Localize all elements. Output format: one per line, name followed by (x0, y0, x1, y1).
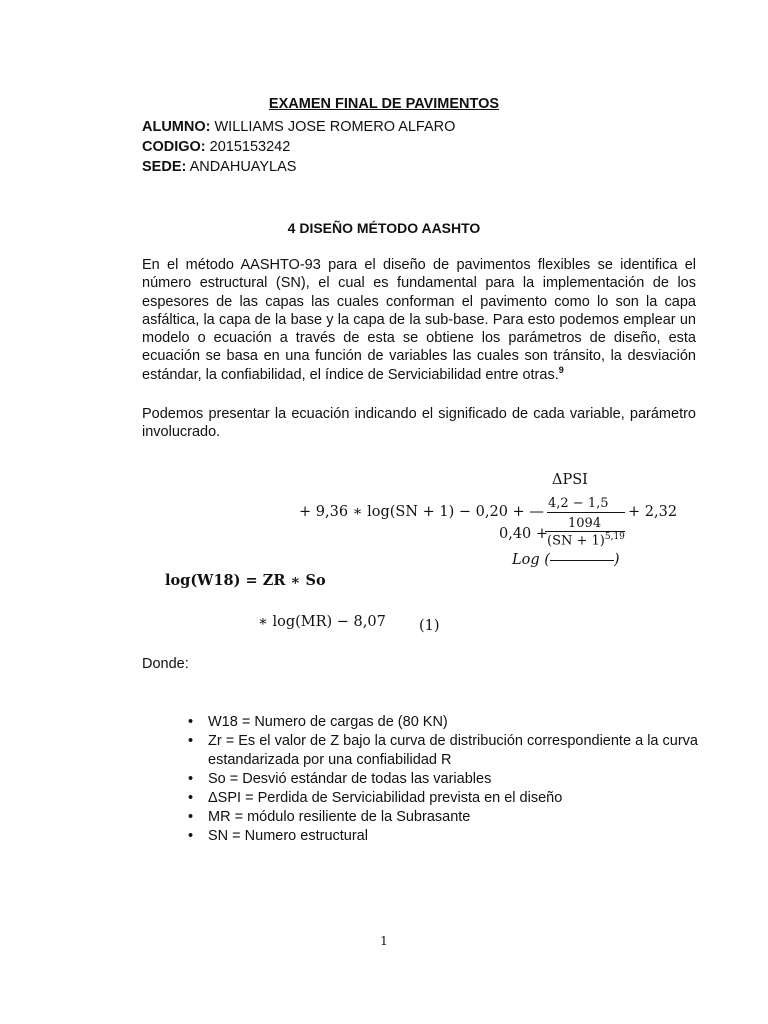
section-title: 4 DISEÑO MÉTODO AASHTO (287, 220, 481, 236)
denom-exponent: 5,19 (604, 532, 625, 542)
equation-number: (1) (419, 618, 440, 634)
equation-intro-paragraph: Podemos presentar la ecuación indicando el significado de cada variable, parámetro involucrado. (142, 406, 696, 441)
log-label: Log ( ) (512, 552, 620, 568)
delta-psi: ΔPSI (552, 472, 588, 488)
exam-title: EXAMEN FINAL DE PAVIMENTOS (268, 96, 500, 112)
bullet-icon: • (188, 714, 194, 730)
equation-main-line: + 9,36 ∗ log(SN + 1) − 0,20 + — (299, 504, 544, 520)
sede-line (142, 157, 296, 177)
sede-value: ANDAHUAYLAS (189, 159, 297, 175)
list-item: • So = Desvió estándar de todas las variables (188, 770, 492, 787)
footnote-ref: 9 (558, 364, 564, 375)
equation-1094: 1094 (568, 516, 602, 531)
list-item: • SN = Numero estructural (188, 827, 368, 844)
list-item: • MR = módulo resiliente de la Subrasante (188, 808, 471, 825)
fraction-bar-inner (547, 512, 625, 513)
donde-label: Donde: (142, 656, 189, 672)
list-item: • ΔSPI = Perdida de Serviciabilidad prevista en el diseño (188, 789, 563, 806)
bullet-icon: • (188, 827, 194, 844)
bullet-icon: • (188, 789, 194, 806)
log-text: Log (512, 552, 540, 568)
denom-sn-text: (SN + 1) (547, 533, 605, 549)
equation-denom-sn (547, 532, 625, 548)
equation-denom-left: 0,40 + (499, 526, 549, 542)
code-line (142, 137, 290, 157)
intro-text: En el método AASHTO-93 para el diseño de pavimentos flexibles se identifica el número estructural (SN), el cual es fundamental para la implementación de los espesores de las capas las cuales conforman el pavimento como lo son la capa asfáltica, la capa de la base y la capa de la sub-base. Para esto podemos emplear un modelo o ecuación a través de esta se obtiene los parámetros de diseño, esta ecuación se basa en una función de variables las cuales son tránsito, la desviación estándar, la confiabilidad, el índice de Serviciabilidad entre otras. (142, 257, 696, 383)
bullet-icon: • (188, 770, 194, 787)
codigo-value: 2015153242 (209, 139, 291, 155)
list-item: • Zr = Es el valor de Z bajo la curva de distribución correspondiente a la curva estandarizada por una confiabilidad R (188, 733, 698, 768)
equation-lhs: log(W18) = ZR ∗ So (165, 572, 326, 589)
page-number: 1 (380, 934, 388, 948)
alumno-value: WILLIAMS JOSE ROMERO ALFARO (214, 119, 456, 135)
intro-paragraph (142, 256, 696, 384)
bullet-icon: • (188, 808, 194, 825)
equation-right-term: + 2,32 (628, 504, 678, 520)
list-item: • W18 = Numero de cargas de (80 KN) (188, 714, 448, 730)
bullet-icon: • (188, 733, 194, 749)
equation-numerator: 4,2 − 1,5 (548, 496, 609, 511)
equation-line3: ∗ log(MR) − 8,07 (258, 614, 386, 630)
variables-list (184, 713, 698, 846)
codigo-label: CODIGO: (142, 139, 206, 155)
alumno-label: ALUMNO: (142, 119, 211, 135)
sede-label: SEDE: (142, 159, 187, 175)
student-name-line (142, 117, 455, 137)
